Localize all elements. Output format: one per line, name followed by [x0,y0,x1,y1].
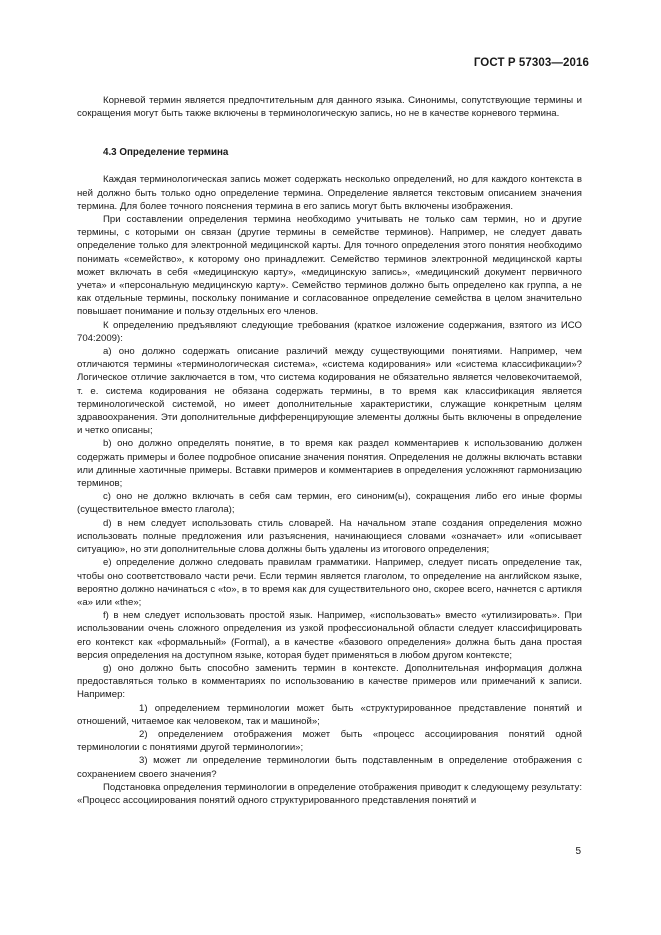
list-item-e: e) определение должно следовать правилам грамматики. Например, следует писать определение так, чтобы оно соответствовало части речи. Если термин является глаголом, то определение на английском языке, вероятно должно начинаться с «to», в то время как для существительного оно, скорее всего, начнется с артикля «a» или «the»; [77,557,582,608]
standard-header: ГОСТ Р 57303—2016 [473,57,589,69]
paragraph: Каждая терминологическая запись может содержать несколько определений, но для каждого контекста в ней должно быть только одно определение термина. Определение является текстовым описанием значения термина. Для более точного пояснения термина в его запись могут быть включены изображения. [77,174,582,212]
list-item-c: c) оно не должно включать в себя сам термин, его синоним(ы), сокращения либо его иные формы (существительное вместо глагола); [77,491,582,516]
list-item-a: a) оно должно содержать описание различий между существующими понятиями. Например, чем отличаются термины «терминологическая система», «система кодирования» или «система классификации»? Логическое отличие заключается в том, что система кодирования не обязательно является человекочитаемой, т. е. система кодирования не обязана содержать термины, в то время как классификация является терминологической системой, но имеет дополнительные характеристики, служащие конкретным целям здравоохранения. Эти дополнительные дифференцирующие элементы должны быть включены в определение и четко описаны; [77,346,582,437]
list-item-g: g) оно должно быть способно заменить термин в контексте. Дополнительная информация должна предоставляться только в комментариях по использованию в качестве примеров или примечаний к записи. Например: [77,662,582,701]
example-item-2: 2) определением отображения может быть «процесс ассоциирования понятий одной терминологии с понятиями другой терминологии»; [77,728,582,754]
list-item-b: b) оно должно определять понятие, в то время как раздел комментариев к использованию должен содержать примеры и более подробное описание значения понятия. Определения не должны включать вставки или длинные хаотичные примеры. Вставки примеров и комментариев в определения усложняют гармонизацию терминов; [77,438,582,490]
page-body [77,94,582,807]
paragraph: К определению предъявляют следующие требования (краткое изложение содержания, взятого из ИСО 704:2009): [77,319,582,344]
list-item-d: d) в нем следует использовать стиль словарей. На начальном этапе создания определения можно использовать полные предложения или разъяснения, начинающиеся словами «означает» или «описывает ситуацию», но эти дополнительные слова должны быть удалены из итогового определения; [77,517,582,556]
paragraph: При составлении определения термина необходимо учитывать не только сам термин, но и другие термины, с которыми он связан (другие термины в семействе терминов). Например, не следует давать определение только для электронной медицинской карты. Для точного определения этого понятия необходимо понимать «семейство», к которому оно принадлежит. Семейство терминов электронной медицинской карты может включать в себя «медицинскую карту», «медицинскую запись», «медицинский документ первичного учета» и «персональную медицинскую карту». Семейство терминов должно быть определено как группа, а не как отдельные термины, поскольку понимание и согласованное определение семейства в целом значительно повышает понимание и пользу отдельных его членов. [77,214,582,318]
example-item-3: 3) может ли определение терминологии быть подставленным в определение отображения с сохранением своего значения? [77,755,582,780]
list-item-f: f) в нем следует использовать простой язык. Например, «использовать» вместо «утилизировать». При использовании очень сложного определения из узкой профессиональной области следует классифицировать его контекст как «формальный» (Formal), а в качестве «базового определения» должна быть дана простая версия определения на доступном языке, которая будет применяться в любом другом контексте; [77,610,582,661]
page-number: 5 [575,846,581,857]
section-title: 4.3 Определение термина [103,147,229,159]
intro-paragraph: Корневой термин является предпочтительным для данного языка. Синонимы, сопутствующие термины и сокращения могут быть также включены в терминологическую запись, но не в качестве корневого термина. [77,95,582,120]
closing-paragraph: Подстановка определения терминологии в определение отображения приводит к следующему результату: «Процесс ассоциирования понятий одного структурированного представления понятий и [77,781,582,806]
example-item-1: 1) определением терминологии может быть «структурированное представление понятий и отношений, читаемое как человеком, так и машиной»; [77,702,582,727]
spacer [77,120,582,132]
